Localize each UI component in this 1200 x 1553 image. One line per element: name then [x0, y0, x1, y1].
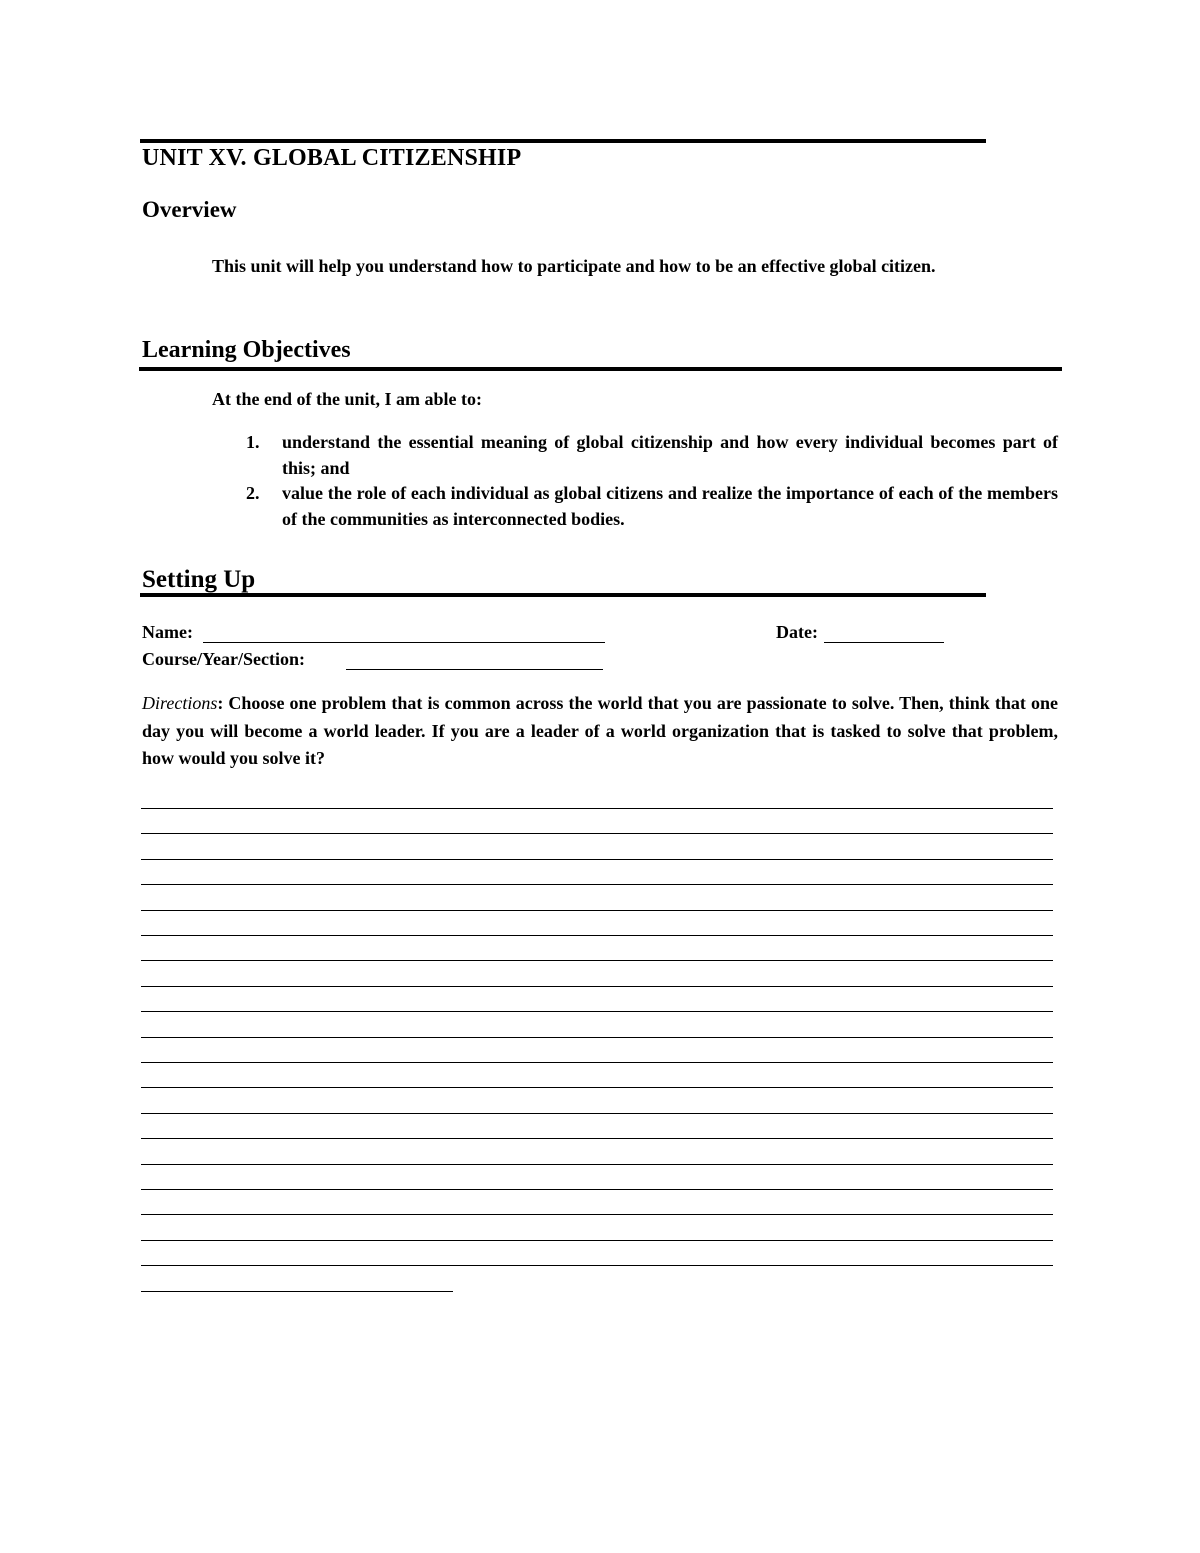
objective-item	[246, 430, 1058, 481]
directions-paragraph	[142, 690, 1058, 773]
answer-line[interactable]	[141, 1164, 1053, 1165]
name-field[interactable]	[203, 642, 605, 643]
directions-text: : Choose one problem that is common across the world that you are passionate to solve. Then, think that one day you will become a world leader. If you are a leader of a world organization that is tasked to solve that problem, how would you solve it?	[142, 693, 1058, 768]
answer-line[interactable]	[141, 859, 1053, 860]
answer-line[interactable]	[141, 1240, 1053, 1241]
overview-text: This unit will help you understand how to participate and how to be an effective global citizen.	[212, 256, 936, 276]
answer-line[interactable]	[141, 1037, 1053, 1038]
answer-line[interactable]	[141, 1011, 1053, 1012]
objective-number: 1.	[246, 432, 260, 452]
setting-up-divider	[140, 593, 986, 597]
objective-text: value the role of each individual as global citizens and realize the importance of each of the members of the communities as interconnected bodies.	[282, 483, 1058, 529]
answer-line[interactable]	[141, 884, 1053, 885]
objective-text: understand the essential meaning of global citizenship and how every individual becomes part of this; and	[282, 432, 1058, 478]
objective-item	[246, 481, 1058, 532]
setting-up-heading: Setting Up	[142, 566, 256, 593]
answer-line[interactable]	[141, 960, 1053, 961]
answer-line[interactable]	[141, 808, 1053, 809]
learning-objectives-intro: At the end of the unit, I am able to:	[212, 389, 482, 409]
name-label: Name:	[142, 622, 193, 642]
answer-line[interactable]	[141, 935, 1053, 936]
answer-line[interactable]	[141, 1138, 1053, 1139]
answer-line[interactable]	[141, 1189, 1053, 1190]
answer-line[interactable]	[141, 1062, 1053, 1063]
answer-line[interactable]	[141, 1087, 1053, 1088]
date-field[interactable]	[824, 642, 944, 643]
learning-objectives-divider	[139, 367, 1062, 371]
answer-line[interactable]	[141, 910, 1053, 911]
overview-heading: Overview	[142, 197, 237, 222]
objectives-list	[246, 430, 1058, 532]
answer-line[interactable]	[141, 1113, 1053, 1114]
directions-label: Directions	[142, 693, 218, 713]
unit-title: UNIT XV. GLOBAL CITIZENSHIP	[142, 145, 522, 171]
course-year-section-field[interactable]	[346, 669, 603, 670]
top-divider	[140, 139, 986, 143]
answer-line[interactable]	[141, 833, 1053, 834]
learning-objectives-heading: Learning Objectives	[142, 337, 351, 363]
date-label: Date:	[776, 622, 818, 642]
answer-line-partial[interactable]	[141, 1291, 453, 1292]
answer-line[interactable]	[141, 986, 1053, 987]
answer-line[interactable]	[141, 1265, 1053, 1266]
answer-line[interactable]	[141, 1214, 1053, 1215]
course-year-section-label: Course/Year/Section:	[142, 649, 305, 669]
objective-number: 2.	[246, 483, 260, 503]
